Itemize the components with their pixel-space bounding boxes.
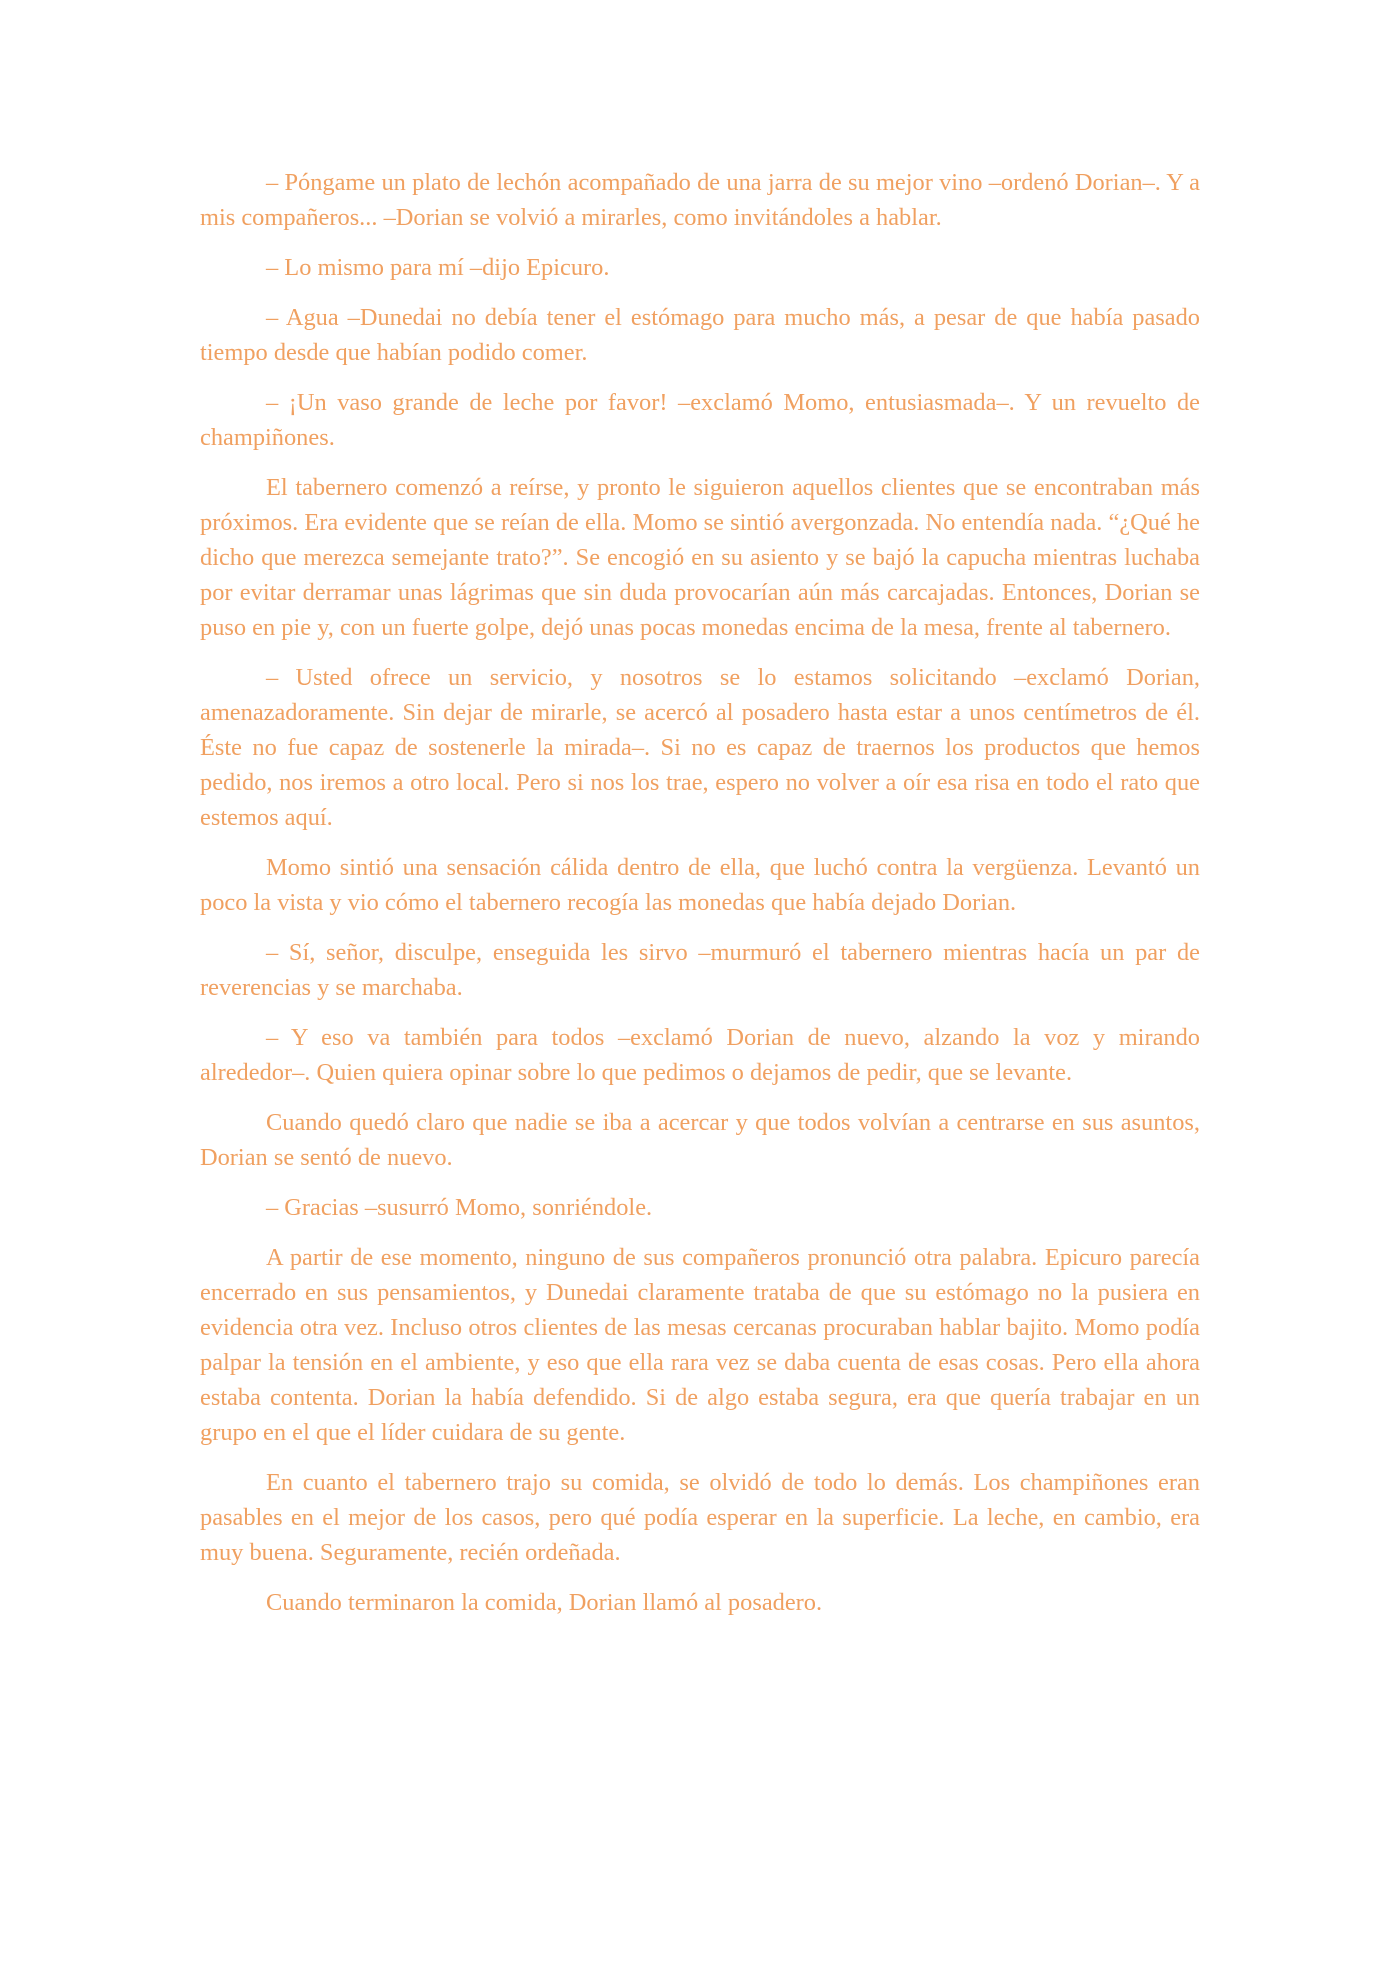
paragraph-narration: El tabernero comenzó a reírse, y pronto le siguieron aquellos clientes que se encontraban más próximos. Era evidente que se reían de ella. Momo se sintió avergonzada. No entendía nada. “¿Qué he dicho que merezca semejante trato?”. Se encogió en su asiento y se bajó la capucha mientras luchaba por evitar derramar unas lágrimas que sin duda provocarían aún más carcajadas. Entonces, Dorian se puso en pie y, con un fuerte golpe, dejó unas pocas monedas encima de la mesa, frente al tabernero. (200, 474, 1200, 641)
paragraph-dialogue: – Usted ofrece un servicio, y nosotros se lo estamos solicitando –exclamó Dorian, amenazadoramente. Sin dejar de mirarle, se acercó al posadero hasta estar a unos centímetros de él. Éste no fue capaz de sostenerle la mirada–. Si no es capaz de traernos los productos que hemos pedido, nos iremos a otro local. Pero si nos los trae, espero no volver a oír esa risa en todo el rato que estemos aquí. (200, 664, 1200, 831)
paragraph-dialogue: – Y eso va también para todos –exclamó Dorian de nuevo, alzando la voz y mirando alrededor–. Quien quiera opinar sobre lo que pedimos o dejamos de pedir, que se levante. (200, 1024, 1200, 1086)
paragraph-narration: Momo sintió una sensación cálida dentro de ella, que luchó contra la vergüenza. Levantó un poco la vista y vio cómo el tabernero recogía las monedas que había dejado Dorian. (200, 854, 1200, 916)
paragraph-dialogue: – Póngame un plato de lechón acompañado de una jarra de su mejor vino –ordenó Dorian–. Y a mis compañeros... –Dorian se volvió a mirarles, como invitándoles a hablar. (200, 169, 1200, 231)
paragraph-dialogue: – ¡Un vaso grande de leche por favor! –exclamó Momo, entusiasmada–. Y un revuelto de champiñones. (200, 389, 1200, 451)
body-text (200, 165, 1200, 1620)
paragraph-dialogue: – Gracias –susurró Momo, sonriéndole. (266, 1194, 653, 1221)
paragraph-narration: A partir de ese momento, ninguno de sus compañeros pronunció otra palabra. Epicuro parecía encerrado en sus pensamientos, y Dunedai claramente trataba de que su estómago no la pusiera en evidencia otra vez. Incluso otros clientes de las mesas cercanas procuraban hablar bajito. Momo podía palpar la tensión en el ambiente, y eso que ella rara vez se daba cuenta de esas cosas. Pero ella ahora estaba contenta. Dorian la había defendido. Si de algo estaba segura, era que quería trabajar en un grupo en el que el líder cuidara de su gente. (200, 1244, 1200, 1446)
paragraph-dialogue: – Lo mismo para mí –dijo Epicuro. (266, 254, 610, 281)
paragraph-narration: Cuando quedó claro que nadie se iba a acercar y que todos volvían a centrarse en sus asuntos, Dorian se sentó de nuevo. (200, 1109, 1200, 1171)
paragraph-narration: Cuando terminaron la comida, Dorian llamó al posadero. (266, 1589, 823, 1616)
paragraph-dialogue: – Agua –Dunedai no debía tener el estómago para mucho más, a pesar de que había pasado tiempo desde que habían podido comer. (200, 304, 1200, 366)
paragraph-dialogue: – Sí, señor, disculpe, enseguida les sirvo –murmuró el tabernero mientras hacía un par de reverencias y se marchaba. (200, 939, 1200, 1001)
paragraph-narration: En cuanto el tabernero trajo su comida, se olvidó de todo lo demás. Los champiñones eran pasables en el mejor de los casos, pero qué podía esperar en la superficie. La leche, en cambio, era muy buena. Seguramente, recién ordeñada. (200, 1469, 1200, 1566)
